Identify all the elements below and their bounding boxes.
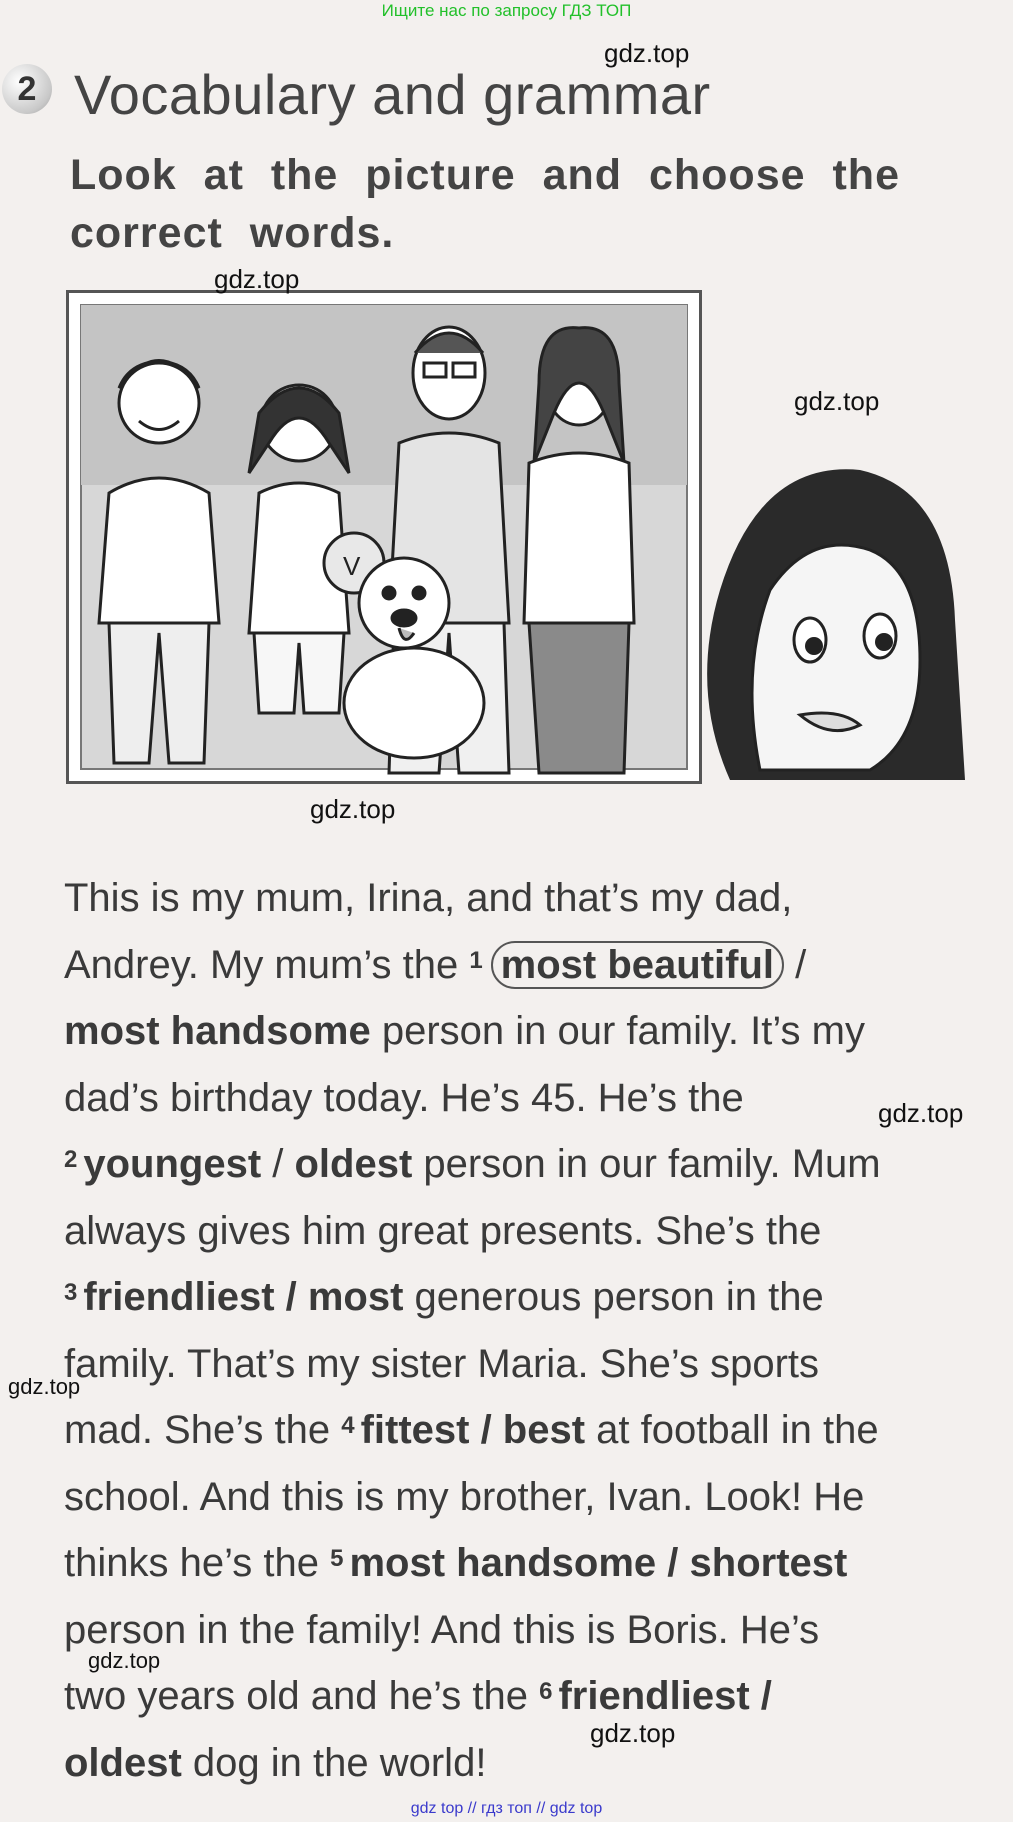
- passage-line: [64, 1730, 999, 1797]
- passage-line: [64, 1464, 999, 1531]
- gap-number-6: 6: [539, 1678, 553, 1705]
- option-2b[interactable]: oldest: [294, 1142, 413, 1186]
- passage-line: [64, 1198, 999, 1265]
- watermark: gdz.top: [214, 264, 300, 294]
- bottom-banner: gdz top // гдз топ // gdz top: [410, 1800, 603, 1817]
- option-separator: /: [784, 942, 807, 987]
- passage-text: two years old and he’s the: [64, 1674, 540, 1718]
- section-title: Vocabulary and grammar: [74, 63, 711, 126]
- gap-number-3: 3: [64, 1279, 78, 1306]
- instruction: [70, 146, 950, 262]
- passage-line: [64, 1397, 999, 1464]
- passage-line: [64, 932, 999, 999]
- passage-line: [64, 865, 999, 932]
- passage-text: school. And this is my brother, Ivan. Look! He: [64, 1474, 865, 1519]
- passage-line: [64, 1264, 999, 1331]
- watermark: gdz.top: [604, 38, 690, 68]
- options-3[interactable]: friendliest / most: [83, 1275, 404, 1319]
- gap-number-4: 4: [341, 1412, 355, 1439]
- instruction-line-1: Look at the picture and choose the: [70, 151, 900, 199]
- options-4[interactable]: fittest / best: [360, 1408, 586, 1452]
- watermark: gdz.top: [88, 1648, 161, 1673]
- passage-text: person in the family! And this is Boris. He’s: [64, 1607, 820, 1652]
- passage-text: person in our family. Mum: [412, 1142, 881, 1186]
- passage-text: thinks he’s the: [64, 1541, 331, 1585]
- passage-text: Andrey. My mum’s the: [64, 942, 470, 987]
- option-6a[interactable]: friendliest /: [558, 1674, 772, 1718]
- passage-line: [64, 1597, 999, 1664]
- watermark: gdz.top: [794, 386, 880, 416]
- mum-figure: [524, 328, 634, 773]
- narrator-girl-illustration: [690, 440, 965, 780]
- family-picture: [66, 290, 702, 784]
- reading-passage: [64, 865, 999, 1796]
- option-2a[interactable]: youngest: [83, 1142, 262, 1186]
- top-banner: Ищите нас по запросу ГДЗ ТОП: [381, 1, 632, 20]
- instruction-line-2: correct words.: [70, 209, 395, 257]
- passage-text: dog in the world!: [181, 1740, 487, 1785]
- watermark: gdz.top: [310, 794, 396, 824]
- passage-line: [64, 1131, 999, 1198]
- watermark: gdz.top: [878, 1098, 964, 1128]
- options-5[interactable]: most handsome / shortest: [349, 1541, 848, 1585]
- exercise-number-badge: 2: [2, 64, 52, 114]
- passage-text: This is my mum, Irina, and that’s my dad,: [64, 876, 793, 920]
- svg-text:V: V: [343, 551, 361, 581]
- watermark: gdz.top: [590, 1718, 676, 1748]
- passage-text: person in our family. It’s my: [370, 1009, 865, 1053]
- gap-number-2: 2: [64, 1146, 78, 1173]
- passage-line: [64, 1065, 999, 1132]
- option-6b[interactable]: oldest: [64, 1740, 182, 1785]
- option-circled-selected[interactable]: most beautiful: [491, 941, 784, 989]
- passage-text: family. That’s my sister Maria. She’s sports: [64, 1341, 820, 1386]
- watermark: gdz.top: [8, 1374, 81, 1399]
- gap-number-1: 1: [469, 946, 483, 974]
- family-illustration: [69, 293, 699, 781]
- passage-line: [64, 1331, 999, 1398]
- passage-line: [64, 998, 999, 1065]
- option-1b[interactable]: most handsome: [64, 1009, 371, 1053]
- passage-text: dad’s birthday today. He’s 45. He’s the: [64, 1075, 744, 1120]
- passage-text: at football in the: [585, 1408, 879, 1452]
- passage-text: always gives him great presents. She’s the: [64, 1208, 822, 1253]
- option-separator: /: [261, 1142, 295, 1186]
- passage-line: [64, 1663, 999, 1730]
- gap-number-5: 5: [330, 1545, 344, 1572]
- passage-text: generous person in the: [403, 1275, 824, 1319]
- passage-line: [64, 1530, 999, 1597]
- passage-text: mad. She’s the: [64, 1408, 342, 1452]
